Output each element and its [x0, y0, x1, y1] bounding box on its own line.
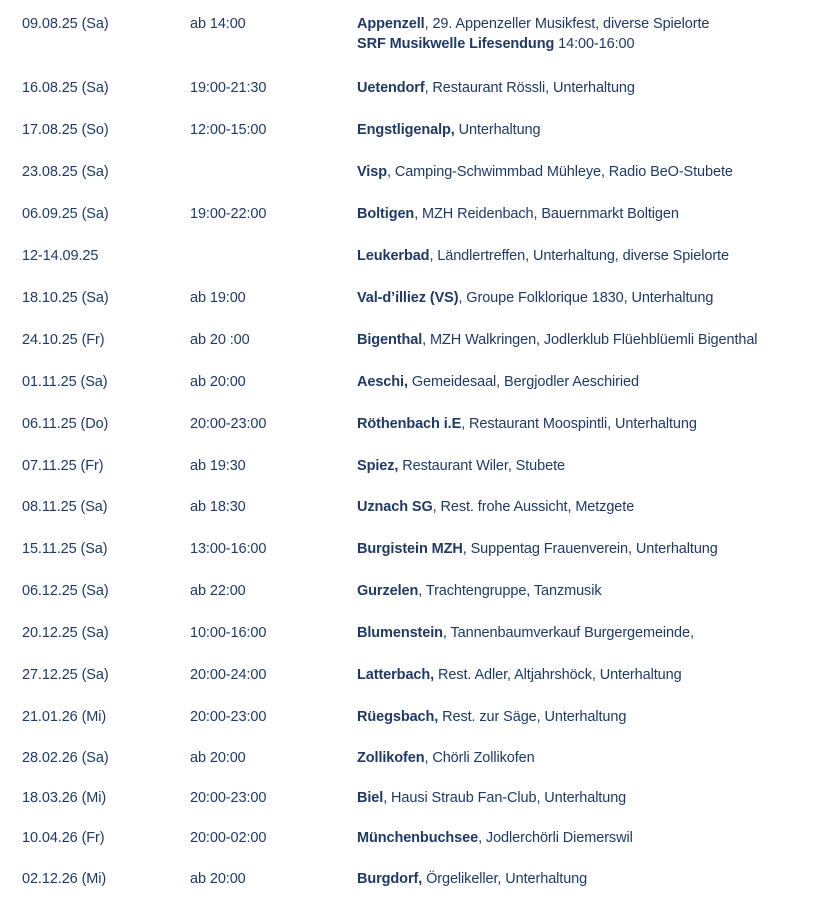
event-details: Rest. zur Säge, Unterhaltung [438, 709, 627, 725]
event-date: 18.03.26 (Mi) [22, 790, 107, 806]
event-place: Leukerbad [357, 248, 430, 264]
event-details: , Hausi Straub Fan-Club, Unterhaltung [383, 790, 627, 806]
event-time: 20:00-02:00 [190, 830, 267, 846]
event-place: Gurzelen [357, 583, 419, 599]
event-time: 10:00-16:00 [190, 625, 267, 641]
event-details: , Trachtengruppe, Tanzmusik [418, 583, 602, 599]
event-time: ab 14:00 [190, 16, 246, 32]
event-place: Röthenbach i.E [357, 416, 462, 432]
event-date: 12-14.09.25 [22, 248, 99, 264]
event-time: 20:00-23:00 [190, 416, 267, 432]
event-place: Uetendorf [357, 80, 425, 96]
event-details: , Ländlertreffen, Unterhaltung, diverse Spielorte [429, 248, 729, 264]
event-date: 01.11.25 (Sa) [22, 374, 108, 390]
event-description [357, 869, 587, 889]
event-time: ab 20:00 [190, 750, 246, 766]
event-date: 23.08.25 (Sa) [22, 164, 109, 180]
event-description [357, 748, 535, 768]
event-description [357, 497, 634, 517]
event-description [357, 372, 639, 392]
event-date: 10.04.26 (Fr) [22, 830, 105, 846]
event-details: , 29. Appenzeller Musikfest, diverse Spielorte [424, 16, 710, 32]
event-date: 16.08.25 (Sa) [22, 80, 109, 96]
event-broadcast-line [357, 34, 709, 54]
event-date: 02.12.26 (Mi) [22, 871, 107, 887]
event-time: 20:00-23:00 [190, 709, 267, 725]
event-description [357, 14, 709, 54]
event-place: Zollikofen [357, 750, 425, 766]
event-date: 17.08.25 (So) [22, 122, 109, 138]
event-details: , MZH Reidenbach, Bauernmarkt Boltigen [414, 206, 679, 222]
event-description [357, 623, 694, 643]
event-date: 06.09.25 (Sa) [22, 206, 109, 222]
event-details: , Restaurant Moospintli, Unterhaltung [461, 416, 697, 432]
event-details: , Groupe Folklorique 1830, Unterhaltung [458, 290, 714, 306]
event-date: 20.12.25 (Sa) [22, 625, 109, 641]
event-details: , Rest. frohe Aussicht, Metzgete [432, 499, 635, 515]
event-description [357, 539, 718, 559]
event-time: 19:00-21:30 [190, 80, 267, 96]
event-description [357, 456, 565, 476]
event-place: Rüegsbach, [357, 709, 439, 725]
event-description [357, 246, 729, 266]
event-description [357, 414, 697, 434]
event-time: ab 20:00 [190, 374, 246, 390]
event-details: Örgelikeller, Unterhaltung [422, 871, 588, 887]
event-description [357, 665, 682, 685]
event-date: 06.11.25 (Do) [22, 416, 109, 432]
event-date: 09.08.25 (Sa) [22, 16, 109, 32]
event-description [357, 162, 733, 182]
event-place: Val-d’illiez (VS) [357, 290, 459, 306]
event-time: 20:00-24:00 [190, 667, 267, 683]
event-place: Boltigen [357, 206, 415, 222]
event-time: 12:00-15:00 [190, 122, 267, 138]
event-date: 18.10.25 (Sa) [22, 290, 109, 306]
event-description [357, 788, 626, 808]
event-details: , Suppentag Frauenverein, Unterhaltung [462, 541, 718, 557]
event-time: ab 20:00 [190, 871, 246, 887]
event-details: Restaurant Wiler, Stubete [398, 458, 565, 474]
event-date: 08.11.25 (Sa) [22, 499, 108, 515]
event-place: Appenzell [357, 16, 425, 32]
event-date: 28.02.26 (Sa) [22, 750, 109, 766]
event-broadcast-time: 14:00-16:00 [554, 36, 635, 52]
event-place: Münchenbuchsee [357, 830, 479, 846]
event-place: Latterbach, [357, 667, 435, 683]
event-description [357, 204, 679, 224]
event-date: 07.11.25 (Fr) [22, 458, 104, 474]
event-details: , Chörli Zollikofen [424, 750, 535, 766]
event-details: , MZH Walkringen, Jodlerklub Flüehblüemli Bigenthal [422, 332, 758, 348]
event-details: , Camping-Schwimmbad Mühleye, Radio BeO-Stubete [386, 164, 733, 180]
event-date: 21.01.26 (Mi) [22, 709, 107, 725]
event-place: Engstligenalp, [357, 122, 455, 138]
event-description [357, 78, 635, 98]
event-date: 15.11.25 (Sa) [22, 541, 108, 557]
event-time: ab 19:30 [190, 458, 246, 474]
event-details: Gemeidesaal, Bergjodler Aeschiried [407, 374, 639, 390]
event-date: 27.12.25 (Sa) [22, 667, 109, 683]
event-time: ab 20 :00 [190, 332, 250, 348]
event-place: Biel [357, 790, 384, 806]
event-place: Spiez, [357, 458, 399, 474]
event-time: ab 22:00 [190, 583, 246, 599]
event-description [357, 120, 540, 140]
event-place: Blumenstein [357, 625, 443, 641]
event-description [357, 330, 757, 350]
event-time: 13:00-16:00 [190, 541, 267, 557]
event-details: , Jodlerchörli Diemerswil [478, 830, 633, 846]
event-place: Visp [357, 164, 387, 180]
event-date: 06.12.25 (Sa) [22, 583, 109, 599]
event-details: Unterhaltung [454, 122, 541, 138]
event-details: , Tannenbaumverkauf Burgergemeinde, [442, 625, 694, 641]
event-details: Rest. Adler, Altjahrshöck, Unterhaltung [434, 667, 682, 683]
event-broadcast: SRF Musikwelle Lifesendung [357, 36, 555, 52]
event-description [357, 828, 633, 848]
event-place: Aeschi, [357, 374, 408, 390]
event-date: 24.10.25 (Fr) [22, 332, 105, 348]
event-time: 20:00-23:00 [190, 790, 267, 806]
event-description [357, 288, 713, 308]
event-place: Bigenthal [357, 332, 423, 348]
event-time: ab 19:00 [190, 290, 246, 306]
event-place: Burgdorf, [357, 871, 423, 887]
event-description [357, 707, 626, 727]
event-place: Uznach SG [357, 499, 433, 515]
event-time: ab 18:30 [190, 499, 246, 515]
event-details: , Restaurant Rössli, Unterhaltung [424, 80, 635, 96]
event-time: 19:00-22:00 [190, 206, 267, 222]
event-description [357, 581, 601, 601]
event-place: Burgistein MZH [357, 541, 463, 557]
